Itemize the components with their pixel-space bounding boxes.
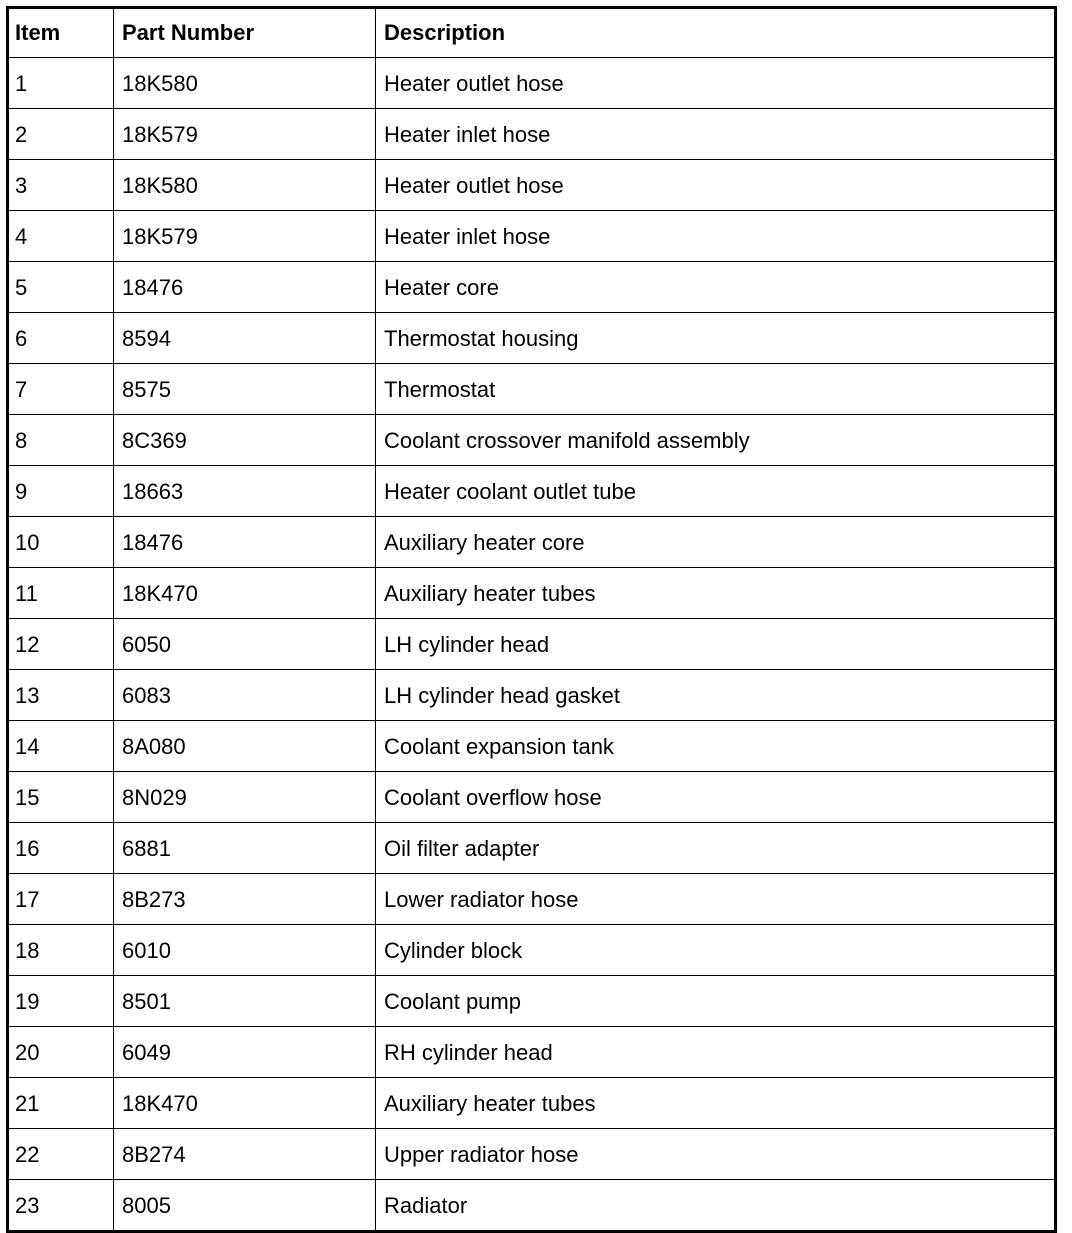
- table-row: [8, 415, 1056, 466]
- cell-part-number: 18K470: [114, 1078, 376, 1129]
- cell-description: RH cylinder head: [376, 1027, 1056, 1078]
- cell-item: 10: [8, 517, 114, 568]
- table-row: [8, 1129, 1056, 1180]
- cell-description: Thermostat housing: [376, 313, 1056, 364]
- cell-description: Auxiliary heater tubes: [376, 568, 1056, 619]
- cell-description: Heater inlet hose: [376, 211, 1056, 262]
- cell-part-number: 6881: [114, 823, 376, 874]
- cell-part-number: 18K579: [114, 211, 376, 262]
- cell-part-number: 8C369: [114, 415, 376, 466]
- cell-description: Heater outlet hose: [376, 58, 1056, 109]
- cell-part-number: 18476: [114, 262, 376, 313]
- cell-item: 16: [8, 823, 114, 874]
- table-row: [8, 568, 1056, 619]
- table-row: [8, 1027, 1056, 1078]
- table-row: [8, 976, 1056, 1027]
- table-row: [8, 619, 1056, 670]
- cell-description: Thermostat: [376, 364, 1056, 415]
- table-row: [8, 58, 1056, 109]
- cell-description: Radiator: [376, 1180, 1056, 1232]
- cell-part-number: 6083: [114, 670, 376, 721]
- cell-item: 9: [8, 466, 114, 517]
- cell-part-number: 8B274: [114, 1129, 376, 1180]
- cell-item: 15: [8, 772, 114, 823]
- table-row: [8, 823, 1056, 874]
- cell-part-number: 6010: [114, 925, 376, 976]
- cell-part-number: 18K470: [114, 568, 376, 619]
- table-row: [8, 517, 1056, 568]
- table-row: [8, 1180, 1056, 1232]
- cell-description: Heater core: [376, 262, 1056, 313]
- cell-description: Heater coolant outlet tube: [376, 466, 1056, 517]
- cell-part-number: 8B273: [114, 874, 376, 925]
- header-item: Item: [8, 8, 114, 58]
- cell-description: Coolant pump: [376, 976, 1056, 1027]
- cell-description: Cylinder block: [376, 925, 1056, 976]
- cell-part-number: 8A080: [114, 721, 376, 772]
- cell-description: Heater outlet hose: [376, 160, 1056, 211]
- table-row: [8, 262, 1056, 313]
- cell-description: LH cylinder head: [376, 619, 1056, 670]
- cell-part-number: 18476: [114, 517, 376, 568]
- cell-item: 23: [8, 1180, 114, 1232]
- header-row: [8, 8, 1056, 58]
- cell-part-number: 18K580: [114, 160, 376, 211]
- cell-item: 11: [8, 568, 114, 619]
- cell-description: Heater inlet hose: [376, 109, 1056, 160]
- table-row: [8, 1078, 1056, 1129]
- cell-item: 12: [8, 619, 114, 670]
- table-row: [8, 160, 1056, 211]
- cell-part-number: 8575: [114, 364, 376, 415]
- table-row: [8, 466, 1056, 517]
- cell-description: Lower radiator hose: [376, 874, 1056, 925]
- cell-item: 18: [8, 925, 114, 976]
- cell-item: 5: [8, 262, 114, 313]
- parts-table: [6, 6, 1057, 1233]
- table-header: [8, 8, 1056, 58]
- table-body: [8, 58, 1056, 1232]
- table-row: [8, 670, 1056, 721]
- cell-part-number: 6050: [114, 619, 376, 670]
- cell-part-number: 18K580: [114, 58, 376, 109]
- cell-part-number: 18663: [114, 466, 376, 517]
- cell-item: 7: [8, 364, 114, 415]
- cell-description: Coolant overflow hose: [376, 772, 1056, 823]
- cell-part-number: 18K579: [114, 109, 376, 160]
- cell-description: LH cylinder head gasket: [376, 670, 1056, 721]
- cell-description: Upper radiator hose: [376, 1129, 1056, 1180]
- cell-part-number: 8N029: [114, 772, 376, 823]
- table-row: [8, 313, 1056, 364]
- table-row: [8, 925, 1056, 976]
- cell-item: 14: [8, 721, 114, 772]
- cell-item: 6: [8, 313, 114, 364]
- cell-item: 19: [8, 976, 114, 1027]
- table-row: [8, 772, 1056, 823]
- cell-part-number: 8501: [114, 976, 376, 1027]
- table-row: [8, 721, 1056, 772]
- cell-item: 21: [8, 1078, 114, 1129]
- cell-item: 17: [8, 874, 114, 925]
- cell-item: 22: [8, 1129, 114, 1180]
- cell-description: Auxiliary heater core: [376, 517, 1056, 568]
- cell-item: 3: [8, 160, 114, 211]
- cell-item: 2: [8, 109, 114, 160]
- cell-description: Coolant expansion tank: [376, 721, 1056, 772]
- cell-item: 13: [8, 670, 114, 721]
- cell-part-number: 8594: [114, 313, 376, 364]
- cell-item: 4: [8, 211, 114, 262]
- cell-description: Auxiliary heater tubes: [376, 1078, 1056, 1129]
- table-row: [8, 211, 1056, 262]
- cell-part-number: 8005: [114, 1180, 376, 1232]
- header-description: Description: [376, 8, 1056, 58]
- cell-description: Oil filter adapter: [376, 823, 1056, 874]
- header-part-number: Part Number: [114, 8, 376, 58]
- table-row: [8, 364, 1056, 415]
- cell-item: 8: [8, 415, 114, 466]
- table-row: [8, 109, 1056, 160]
- cell-item: 20: [8, 1027, 114, 1078]
- cell-description: Coolant crossover manifold assembly: [376, 415, 1056, 466]
- cell-part-number: 6049: [114, 1027, 376, 1078]
- table-row: [8, 874, 1056, 925]
- cell-item: 1: [8, 58, 114, 109]
